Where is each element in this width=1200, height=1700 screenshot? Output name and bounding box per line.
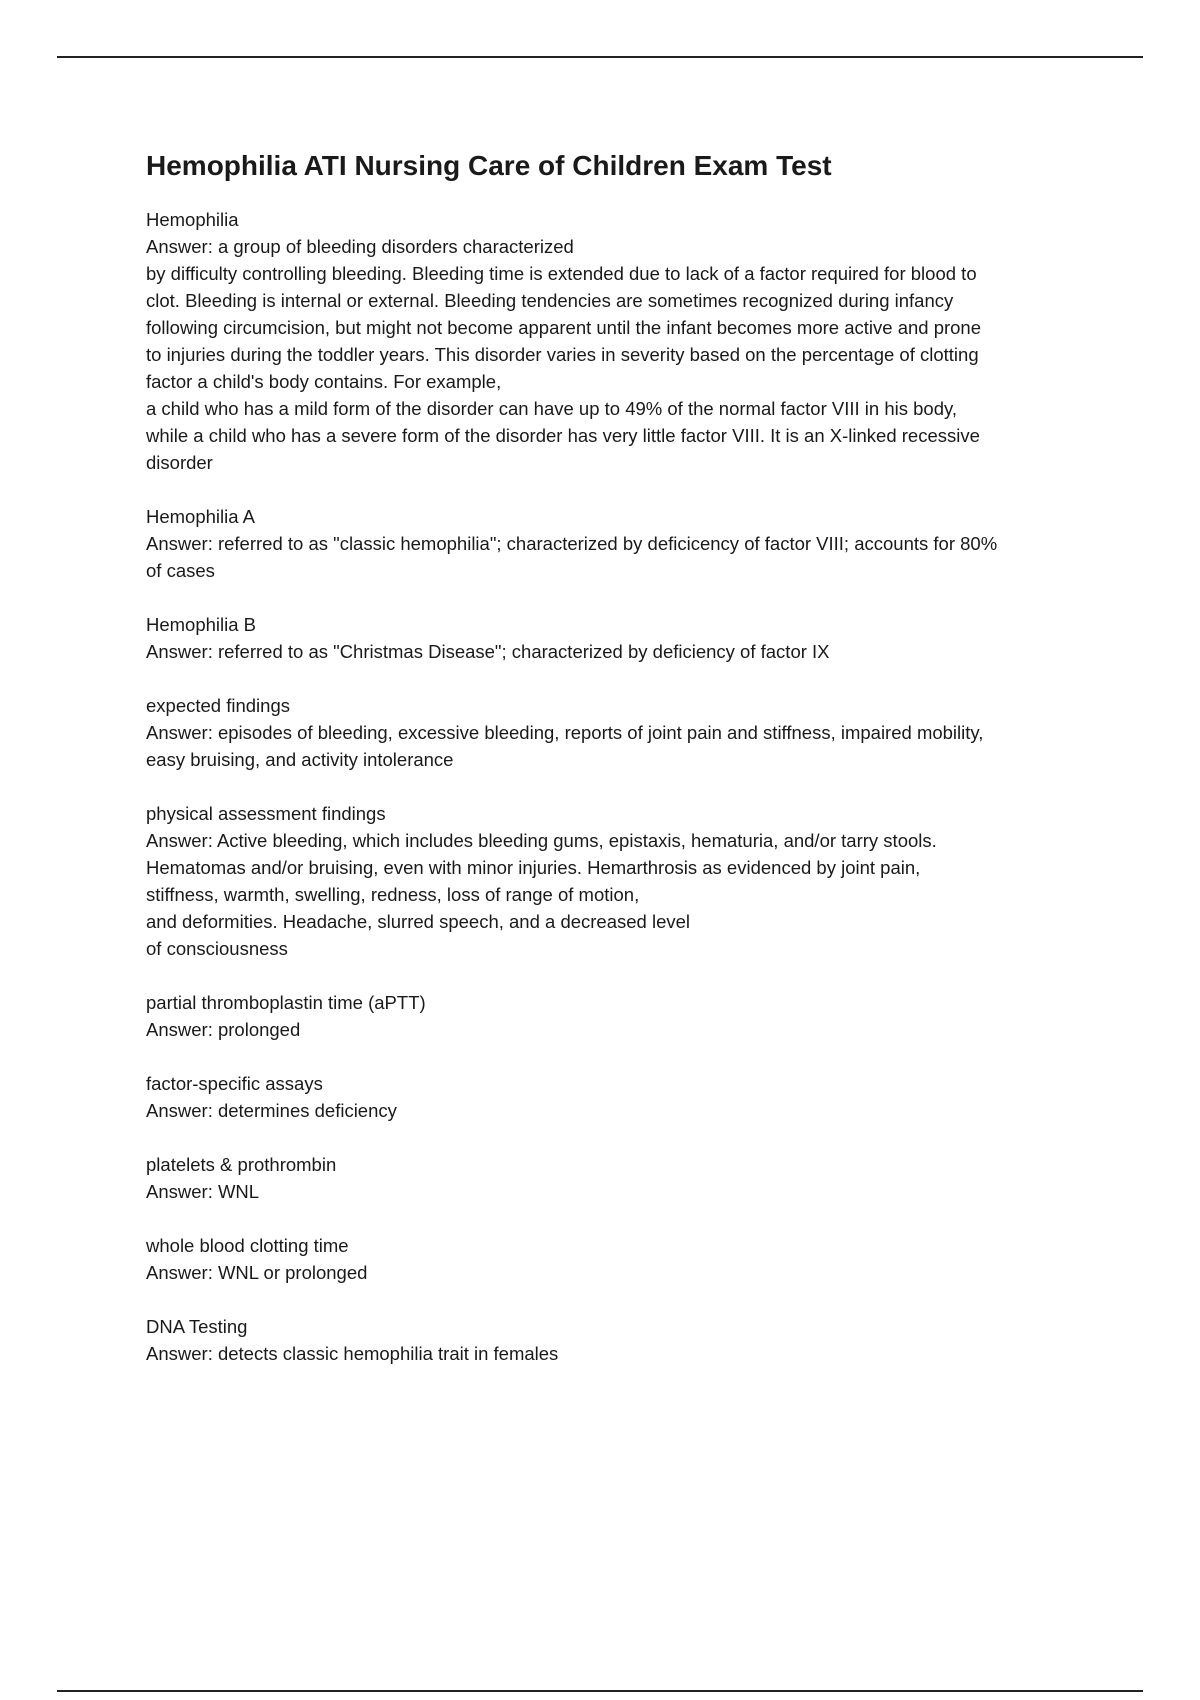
qa-term: factor-specific assays <box>146 1073 323 1094</box>
qa-item <box>146 1313 1091 1367</box>
qa-list <box>146 206 1091 1367</box>
qa-answer-line: Hematomas and/or bruising, even with minor injuries. Hemarthrosis as evidenced by joint pain, <box>146 857 921 878</box>
qa-item <box>146 503 1091 584</box>
qa-answer-line: factor a child's body contains. For example, <box>146 371 502 392</box>
qa-answer-line: of cases <box>146 560 215 581</box>
qa-term: physical assessment findings <box>146 803 386 824</box>
qa-answer-line: clot. Bleeding is internal or external. Bleeding tendencies are sometimes recognized during infancy <box>146 290 954 311</box>
top-divider <box>57 56 1143 58</box>
page-title: Hemophilia ATI Nursing Care of Children Exam Test <box>146 150 832 181</box>
document-body <box>146 148 1091 1394</box>
qa-term: Hemophilia <box>146 209 239 230</box>
qa-answer-line: Answer: prolonged <box>146 1019 301 1040</box>
qa-answer-line: Answer: detects classic hemophilia trait in females <box>146 1343 559 1364</box>
qa-term: platelets & prothrombin <box>146 1154 337 1175</box>
qa-answer-line: of consciousness <box>146 938 288 959</box>
qa-answer-line: stiffness, warmth, swelling, redness, loss of range of motion, <box>146 884 640 905</box>
qa-answer-line: easy bruising, and activity intolerance <box>146 749 454 770</box>
qa-answer-line: Answer: Active bleeding, which includes bleeding gums, epistaxis, hematuria, and/or tarry stools. <box>146 830 937 851</box>
qa-item <box>146 206 1091 476</box>
qa-answer-line: a child who has a mild form of the disorder can have up to 49% of the normal factor VIII in his body, <box>146 398 958 419</box>
qa-term: expected findings <box>146 695 290 716</box>
qa-answer-line: and deformities. Headache, slurred speech, and a decreased level <box>146 911 691 932</box>
qa-term: partial thromboplastin time (aPTT) <box>146 992 426 1013</box>
qa-answer-line: following circumcision, but might not become apparent until the infant becomes more active and prone <box>146 317 982 338</box>
qa-item <box>146 989 1091 1043</box>
qa-term: Hemophilia A <box>146 506 256 527</box>
qa-term: DNA Testing <box>146 1316 248 1337</box>
qa-answer-line: Answer: episodes of bleeding, excessive bleeding, reports of joint pain and stiffness, impaired mobility, <box>146 722 984 743</box>
qa-term: whole blood clotting time <box>146 1235 349 1256</box>
qa-item <box>146 1151 1091 1205</box>
qa-item <box>146 1232 1091 1286</box>
qa-answer-line: by difficulty controlling bleeding. Bleeding time is extended due to lack of a factor required for blood to <box>146 263 977 284</box>
qa-term: Hemophilia B <box>146 614 257 635</box>
qa-answer-line: Answer: referred to as "classic hemophilia"; characterized by deficicency of factor VIII; accounts for 80% <box>146 533 998 554</box>
qa-item <box>146 1070 1091 1124</box>
qa-answer-line: while a child who has a severe form of the disorder has very little factor VIII. It is an X-linked recessive <box>146 425 980 446</box>
qa-item <box>146 692 1091 773</box>
qa-item <box>146 800 1091 962</box>
qa-answer-line: Answer: referred to as "Christmas Disease"; characterized by deficiency of factor IX <box>146 641 830 662</box>
qa-answer-line: Answer: WNL or prolonged <box>146 1262 368 1283</box>
qa-answer-line: disorder <box>146 452 213 473</box>
qa-item <box>146 611 1091 665</box>
qa-answer-line: to injuries during the toddler years. This disorder varies in severity based on the percentage of clotting <box>146 344 979 365</box>
qa-answer-line: Answer: a group of bleeding disorders characterized <box>146 236 574 257</box>
qa-answer-line: Answer: determines deficiency <box>146 1100 397 1121</box>
bottom-divider <box>57 1690 1143 1692</box>
qa-answer-line: Answer: WNL <box>146 1181 260 1202</box>
